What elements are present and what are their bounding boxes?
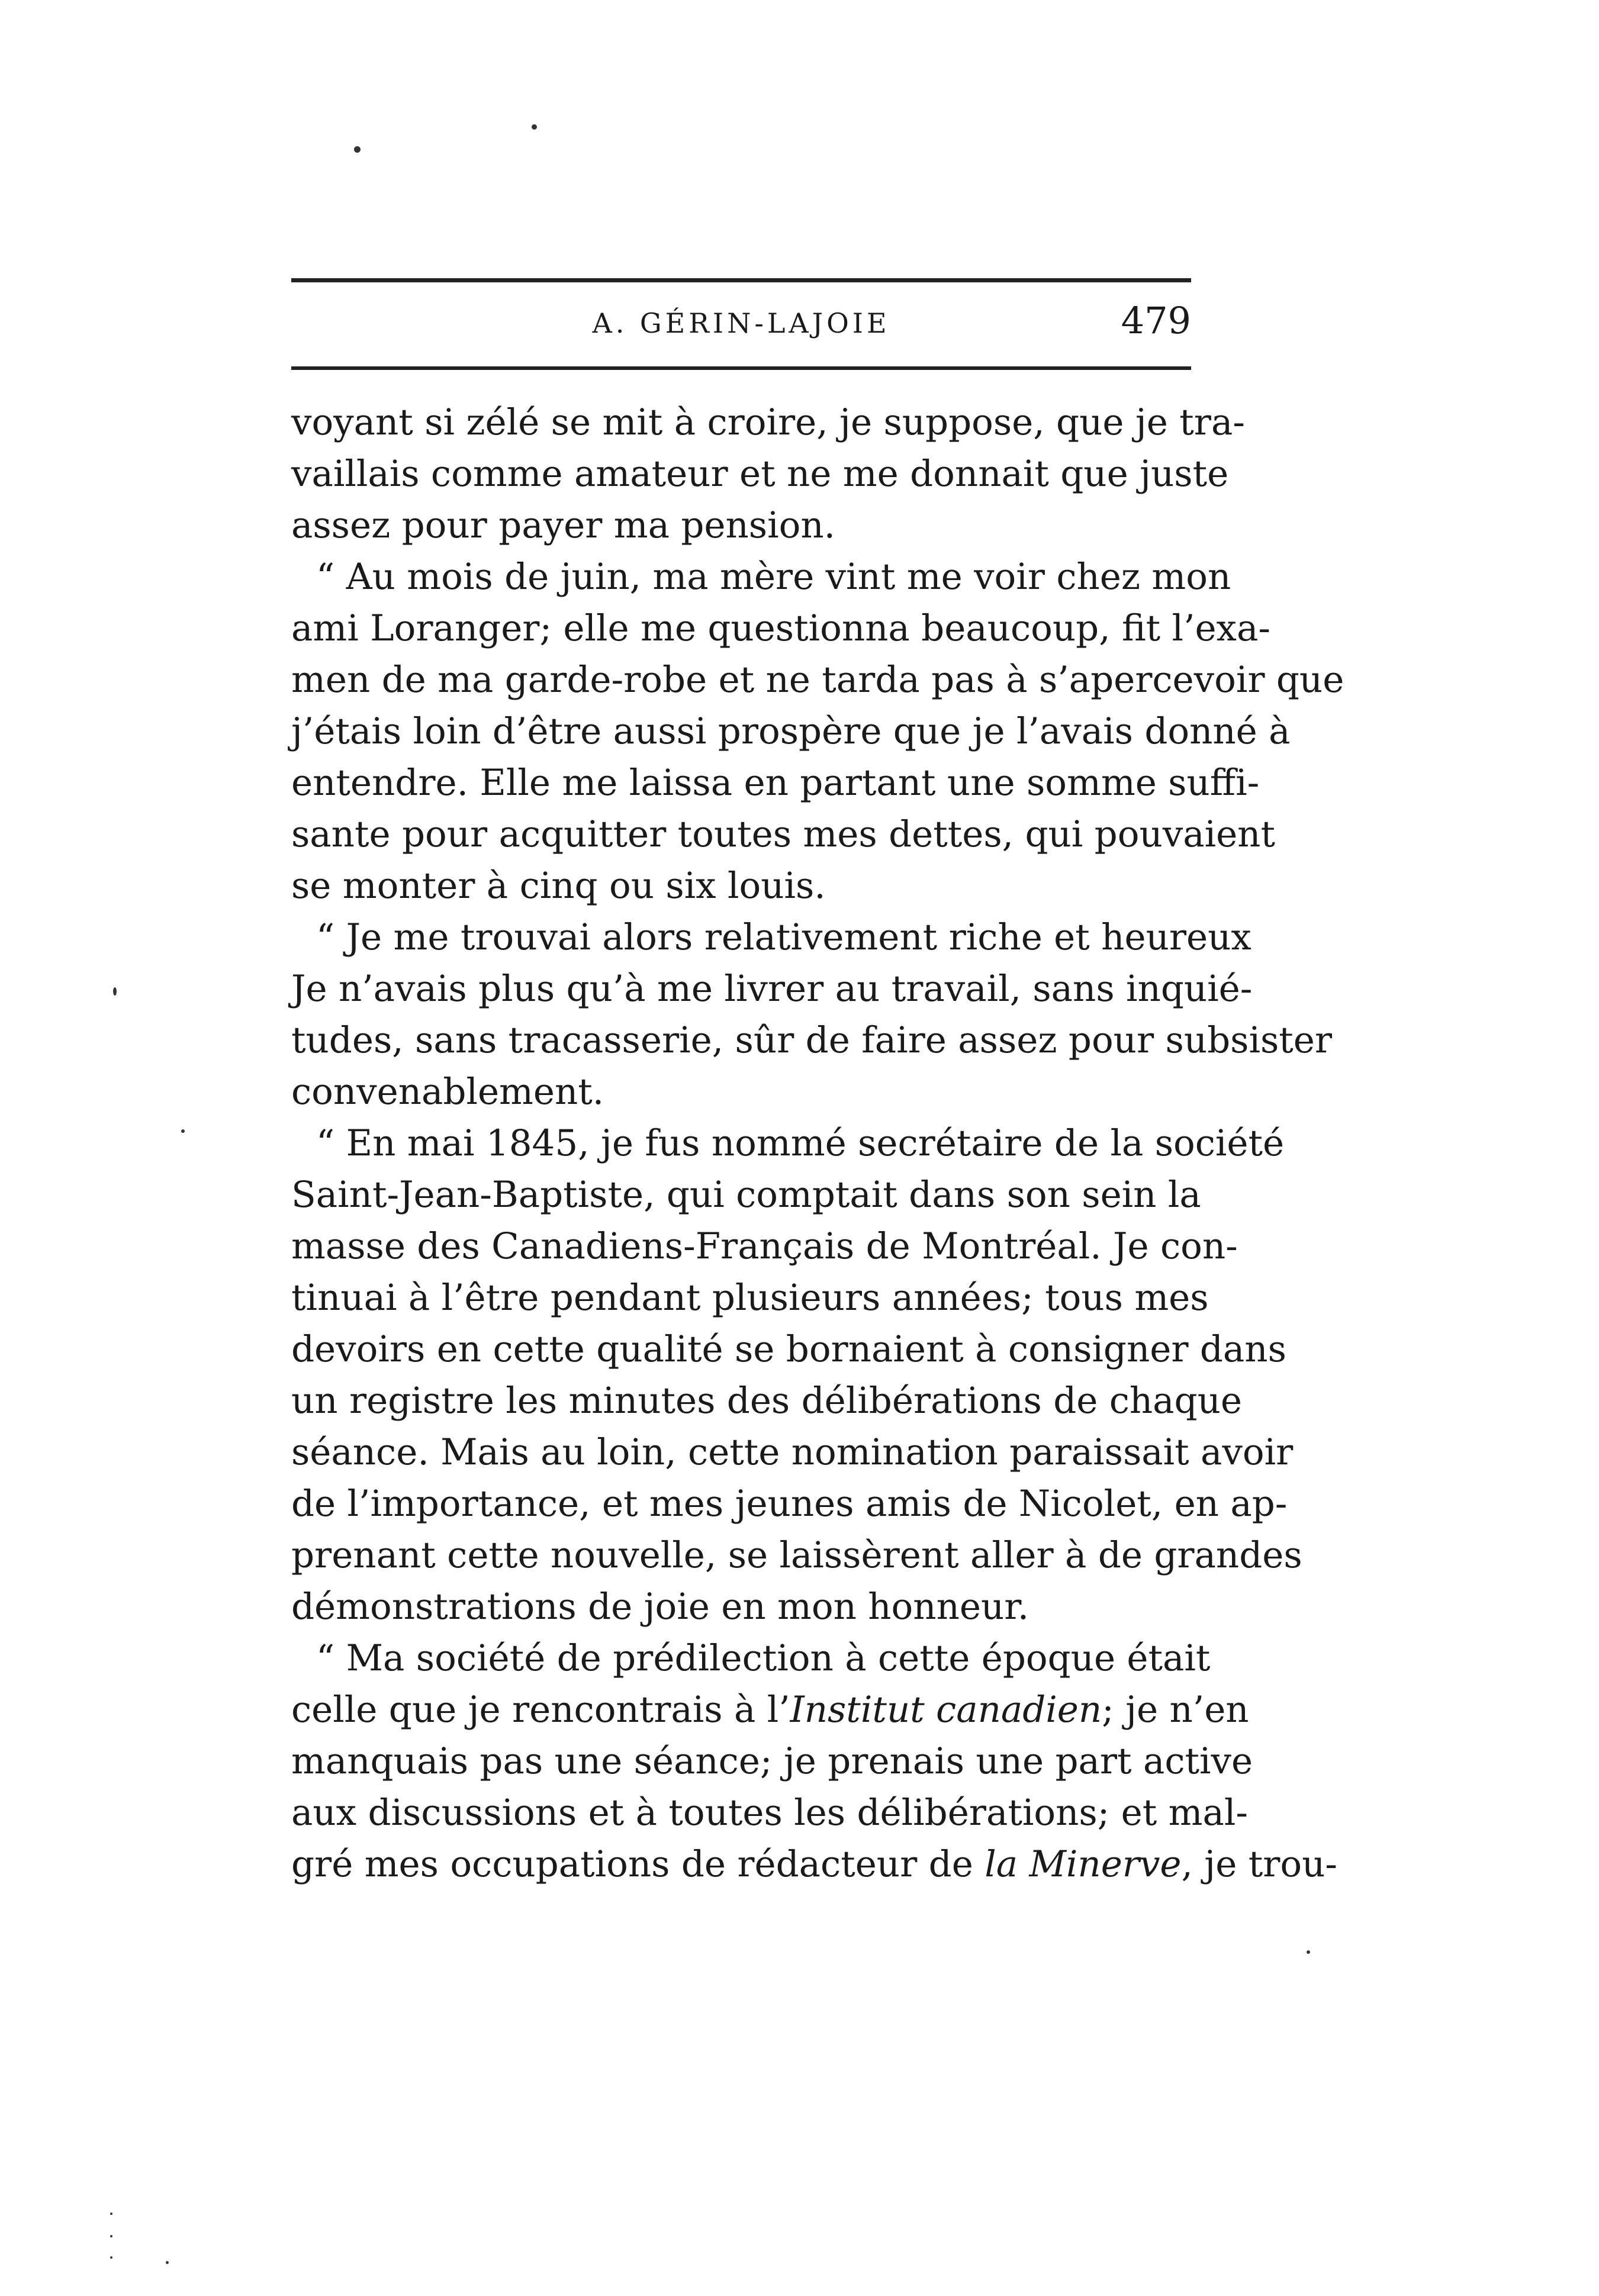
scan-speck bbox=[113, 987, 117, 996]
text-line: assez pour payer ma pension. bbox=[291, 504, 835, 546]
italic-title-minerve: la Minerve bbox=[985, 1843, 1182, 1885]
text-line: devoirs en cette qualité se bornaient à consigner dans bbox=[291, 1328, 1286, 1370]
text-line: convenablement. bbox=[291, 1071, 604, 1113]
text-line: aux discussions et à toutes les délibérations; et mal- bbox=[291, 1792, 1248, 1834]
text-line: sante pour acquitter toutes mes dettes, qui pouvaient bbox=[291, 813, 1275, 855]
text-line: manquais pas une séance; je prenais une part active bbox=[291, 1740, 1253, 1782]
scan-speck bbox=[110, 2256, 112, 2259]
text-line: prenant cette nouvelle, se laissèrent aller à de grandes bbox=[291, 1534, 1302, 1576]
text-line: tinuai à l’être pendant plusieurs années; tous mes bbox=[291, 1277, 1209, 1319]
text-line: de l’importance, et mes jeunes amis de Nicolet, en ap- bbox=[291, 1483, 1288, 1525]
text-run: gré mes occupations de rédacteur de bbox=[291, 1843, 985, 1885]
scan-speck bbox=[532, 124, 537, 130]
running-title: A. GÉRIN-LAJOIE bbox=[592, 307, 890, 339]
text-line: démonstrations de joie en mon honneur. bbox=[291, 1586, 1029, 1628]
scan-speck bbox=[110, 2235, 112, 2237]
text-line: séance. Mais au loin, cette nomination paraissait avoir bbox=[291, 1431, 1294, 1473]
text-line: “ Je me trouvai alors relativement riche et heureux bbox=[316, 916, 1251, 958]
header-top-rule bbox=[291, 278, 1191, 282]
text-line: ami Loranger; elle me questionna beaucoup, fit l’exa- bbox=[291, 607, 1270, 649]
scan-speck bbox=[181, 1129, 185, 1133]
text-line: se monter à cinq ou six louis. bbox=[291, 865, 826, 907]
text-line: “ En mai 1845, je fus nommé secrétaire de la société bbox=[316, 1122, 1285, 1164]
text-line: men de ma garde-robe et ne tarda pas à s’apercevoir que bbox=[291, 659, 1344, 701]
text-line: j’étais loin d’être aussi prospère que je l’avais donné à bbox=[291, 710, 1291, 752]
text-run: celle que je rencontrais à l’ bbox=[291, 1689, 790, 1731]
text-line-with-italic bbox=[291, 1684, 1249, 1735]
header-bottom-rule bbox=[291, 366, 1191, 370]
text-line: vaillais comme amateur et ne me donnait que juste bbox=[291, 453, 1229, 495]
text-line: voyant si zélé se mit à croire, je suppose, que je tra- bbox=[291, 401, 1245, 443]
text-line: Je n’avais plus qu’à me livrer au travail, sans inquié- bbox=[291, 968, 1253, 1010]
text-line-with-italic bbox=[291, 1838, 1338, 1890]
text-line: “ Ma société de prédilection à cette époque était bbox=[316, 1637, 1211, 1679]
text-run: , je trou- bbox=[1181, 1843, 1338, 1885]
text-run: ; je n’en bbox=[1102, 1689, 1249, 1731]
text-line: “ Au mois de juin, ma mère vint me voir chez mon bbox=[316, 556, 1231, 598]
scan-speck bbox=[1307, 1950, 1310, 1954]
text-line: Saint-Jean-Baptiste, qui comptait dans son sein la bbox=[291, 1174, 1201, 1216]
running-head bbox=[291, 299, 1191, 352]
text-line: un registre les minutes des délibérations de chaque bbox=[291, 1380, 1242, 1422]
text-line: tudes, sans tracasserie, sûr de faire assez pour subsister bbox=[291, 1019, 1333, 1061]
text-line: masse des Canadiens-Français de Montréal. Je con- bbox=[291, 1225, 1238, 1267]
page-number: 479 bbox=[1121, 299, 1191, 342]
body-text bbox=[291, 397, 1344, 1890]
scan-speck bbox=[166, 2261, 169, 2264]
italic-title-institut: Institut canadien bbox=[790, 1689, 1102, 1731]
text-line: entendre. Elle me laissa en partant une somme suffi- bbox=[291, 762, 1260, 804]
scan-speck bbox=[354, 146, 361, 153]
scan-speck bbox=[110, 2213, 112, 2215]
